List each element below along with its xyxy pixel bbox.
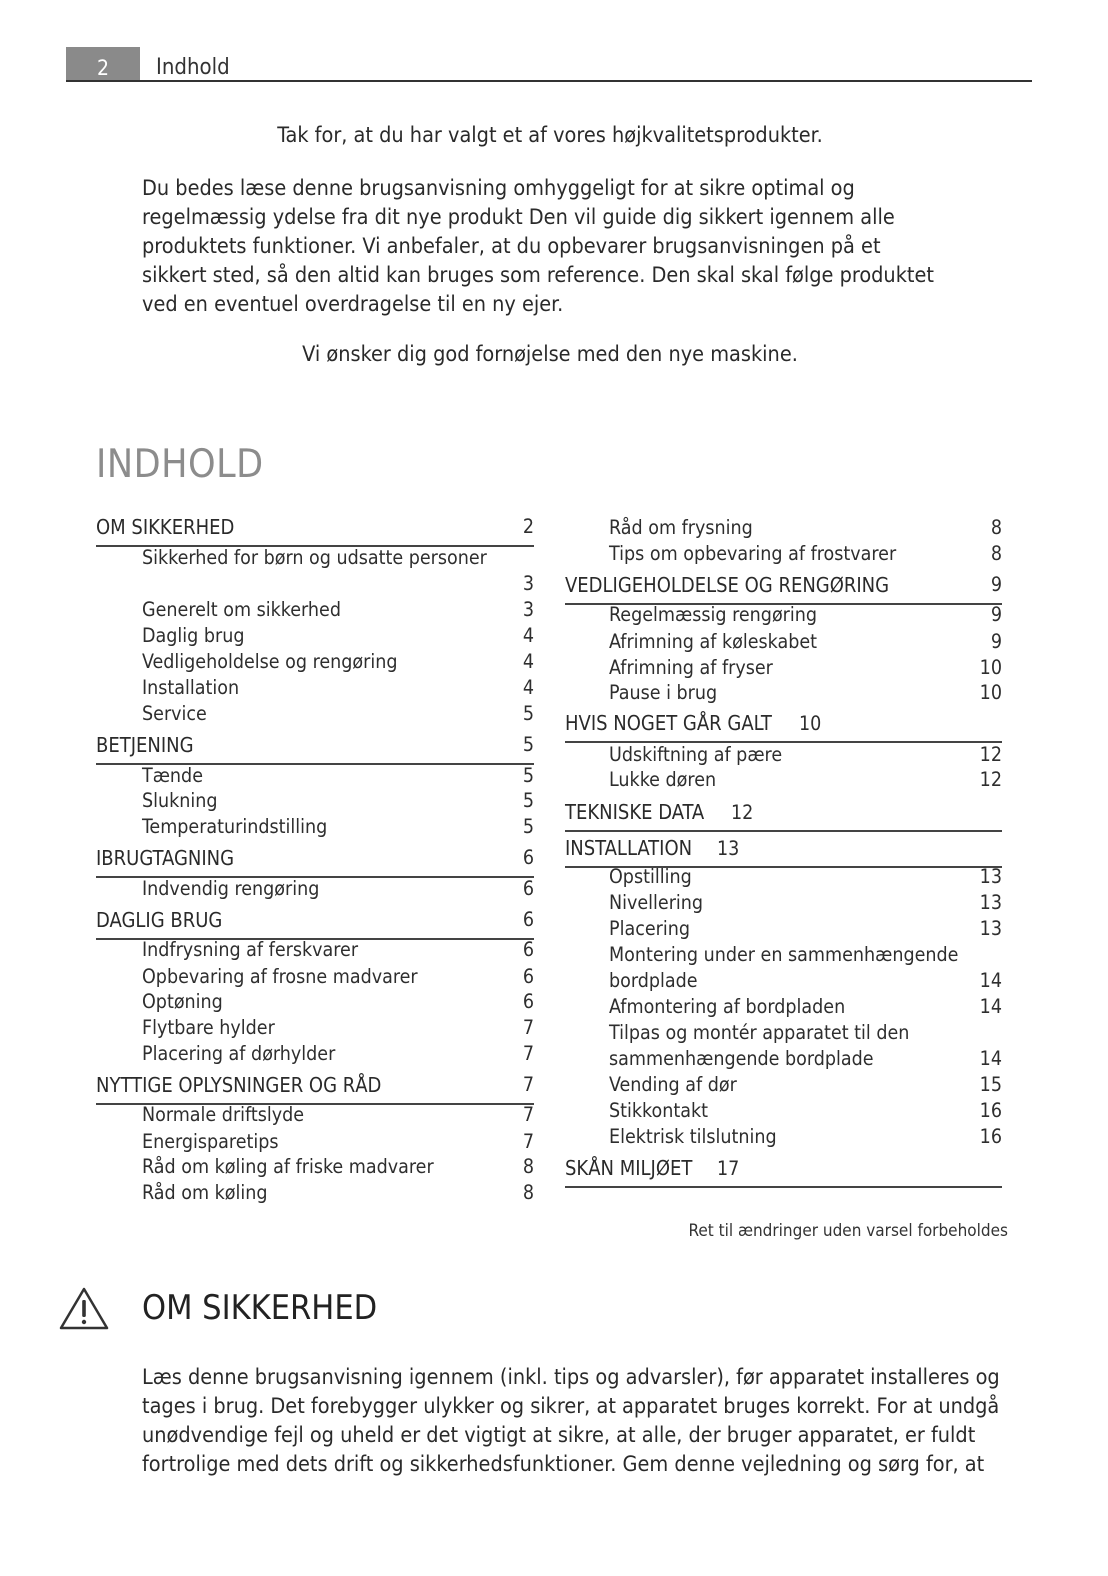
toc-page-number: 14 [979, 969, 1002, 992]
toc-entry: Pause i brug [609, 681, 718, 704]
toc-page-number: 9 [990, 630, 1002, 653]
toc-page-number: 12 [979, 768, 1002, 791]
toc-entry: Normale driftslyde [142, 1103, 305, 1126]
toc-page-number: 6 [522, 846, 534, 869]
toc-page-number: 9 [990, 603, 1002, 626]
intro-line: regelmæssig ydelse fra dit nye produkt Den vil guide dig sikkert igennem alle [142, 205, 895, 230]
toc-page-number: 5 [522, 733, 534, 756]
header-rule [66, 80, 1032, 82]
toc-page-number: 8 [990, 542, 1002, 565]
toc-entry: bordplade [609, 969, 698, 992]
toc-page-number: 5 [522, 702, 534, 725]
toc-entry: Tilpas og montér apparatet til den [609, 1021, 910, 1044]
toc-entry: Elektrisk tilslutning [609, 1125, 777, 1148]
toc-page-number: 10 [979, 681, 1002, 704]
toc-page-number: 4 [522, 676, 534, 699]
toc-page-number: 5 [522, 764, 534, 787]
toc-title: INDHOLD [96, 442, 264, 487]
toc-page-number: 16 [979, 1125, 1002, 1148]
toc-entry: Generelt om sikkerhed [142, 598, 341, 621]
toc-heading: DAGLIG BRUG [96, 908, 223, 932]
toc-page-number: 8 [522, 1155, 534, 1178]
toc-heading: SKÅN MILJØET [565, 1156, 693, 1180]
toc-entry: Energisparetips [142, 1130, 279, 1153]
toc-page-number: 3 [522, 598, 534, 621]
toc-entry: Afmontering af bordpladen [609, 995, 846, 1018]
toc-page-number: 5 [522, 815, 534, 838]
section-line: fortrolige med dets drift og sikkerhedsfunktioner. Gem denne vejledning og sørg for, at [142, 1452, 985, 1477]
toc-page-number: 12 [979, 743, 1002, 766]
toc-page-number: 3 [522, 572, 534, 595]
toc-entry: Afrimning af køleskabet [609, 630, 818, 653]
toc-entry: Råd om køling af friske madvarer [142, 1155, 434, 1178]
toc-entry: Opstilling [609, 865, 692, 888]
intro-wish: Vi ønsker dig god fornøjelse med den nye maskine. [302, 342, 798, 367]
toc-page-number: 8 [522, 1181, 534, 1204]
toc-heading: INSTALLATION [565, 836, 693, 860]
toc-entry: Udskiftning af pære [609, 743, 783, 766]
toc-page-number: 13 [979, 865, 1002, 888]
intro-thanks: Tak for, at du har valgt et af vores højkvalitetsprodukter. [277, 123, 823, 148]
toc-page-number: 7 [522, 1016, 534, 1039]
toc-heading: IBRUGTAGNING [96, 846, 235, 870]
toc-page-number: 7 [522, 1073, 534, 1096]
toc-entry: Nivellering [609, 891, 704, 914]
toc-page-number: 7 [522, 1042, 534, 1065]
toc-heading: OM SIKKERHED [96, 515, 235, 539]
toc-page-number: 6 [522, 990, 534, 1013]
toc-page-number: 7 [522, 1130, 534, 1153]
toc-page-number: 6 [522, 965, 534, 988]
toc-entry: Opbevaring af frosne madvarer [142, 965, 418, 988]
toc-page-number: 15 [979, 1073, 1002, 1096]
toc-entry: Tænde [142, 764, 203, 787]
page-number: 2 [97, 56, 110, 80]
toc-page-number: 13 [979, 917, 1002, 940]
toc-entry: sammenhængende bordplade [609, 1047, 874, 1070]
toc-page-number: 9 [990, 573, 1002, 596]
toc-page-number: 13 [717, 837, 740, 860]
toc-page-number: 12 [731, 801, 754, 824]
toc-entry: Vedligeholdelse og rengøring [142, 650, 398, 673]
toc-entry: Installation [142, 676, 240, 699]
section-title: OM SIKKERHED [142, 1288, 378, 1328]
toc-heading: VEDLIGEHOLDELSE OG RENGØRING [565, 573, 890, 597]
toc-page-number: 14 [979, 995, 1002, 1018]
intro-line: produktets funktioner. Vi anbefaler, at du opbevarer brugsanvisningen på et [142, 234, 881, 259]
toc-entry: Temperaturindstilling [142, 815, 328, 838]
toc-entry: Sikkerhed for børn og udsatte personer [142, 546, 487, 569]
toc-page-number: 13 [979, 891, 1002, 914]
header-title: Indhold [156, 55, 230, 80]
toc-entry: Indfrysning af ferskvarer [142, 938, 359, 961]
toc-page-number: 4 [522, 624, 534, 647]
section-line: tages i brug. Det forebygger ulykker og sikrer, at apparatet bruges korrekt. For at undgå [142, 1394, 1000, 1419]
toc-entry: Vending af dør [609, 1073, 737, 1096]
toc-heading-rule [565, 1186, 1002, 1188]
toc-entry: Råd om køling [142, 1181, 268, 1204]
toc-entry: Montering under en sammenhængende [609, 943, 959, 966]
toc-entry: Daglig brug [142, 624, 245, 647]
toc-entry: Placering [609, 917, 690, 940]
toc-entry: Stikkontakt [609, 1099, 709, 1122]
intro-line: sikkert sted, så den altid kan bruges som reference. Den skal skal følge produktet [142, 263, 934, 288]
toc-page-number: 8 [990, 516, 1002, 539]
toc-page-number: 7 [522, 1103, 534, 1126]
toc-heading: BETJENING [96, 733, 194, 757]
toc-entry: Service [142, 702, 207, 725]
toc-page-number: 16 [979, 1099, 1002, 1122]
toc-page-number: 6 [522, 908, 534, 931]
toc-heading: HVIS NOGET GÅR GALT [565, 711, 772, 735]
warning-triangle-icon [58, 1286, 110, 1332]
toc-entry: Råd om frysning [609, 516, 753, 539]
toc-page-number: 6 [522, 877, 534, 900]
toc-page-number: 10 [979, 656, 1002, 679]
toc-entry: Afrimning af fryser [609, 656, 773, 679]
intro-line: Du bedes læse denne brugsanvisning omhyggeligt for at sikre optimal og [142, 176, 855, 201]
toc-entry: Placering af dørhylder [142, 1042, 336, 1065]
toc-entry: Lukke døren [609, 768, 717, 791]
toc-heading: TEKNISKE DATA [565, 800, 705, 824]
toc-entry: Indvendig rengøring [142, 877, 320, 900]
toc-heading-rule [565, 830, 1002, 832]
toc-page-number: 17 [717, 1157, 740, 1180]
toc-entry: Regelmæssig rengøring [609, 603, 818, 626]
intro-line: ved en eventuel overdragelse til en ny ejer. [142, 292, 564, 317]
toc-page-number: 14 [979, 1047, 1002, 1070]
section-line: Læs denne brugsanvisning igennem (inkl. tips og advarsler), før apparatet installeres og [142, 1365, 1000, 1390]
toc-page-number: 5 [522, 789, 534, 812]
toc-page-number: 2 [522, 515, 534, 538]
section-line: unødvendige fejl og uheld er det vigtigt at sikre, at alle, der bruger apparatet, er fuldt [142, 1423, 976, 1448]
toc-page-number: 10 [799, 712, 822, 735]
toc-page-number: 4 [522, 650, 534, 673]
toc-entry: Flytbare hylder [142, 1016, 275, 1039]
toc-entry: Tips om opbevaring af frostvarer [609, 542, 897, 565]
toc-entry: Slukning [142, 789, 218, 812]
toc-page-number: 6 [522, 938, 534, 961]
toc-heading: NYTTIGE OPLYSNINGER OG RÅD [96, 1073, 382, 1097]
change-note: Ret til ændringer uden varsel forbeholdes [688, 1221, 1008, 1241]
toc-entry: Optøning [142, 990, 223, 1013]
